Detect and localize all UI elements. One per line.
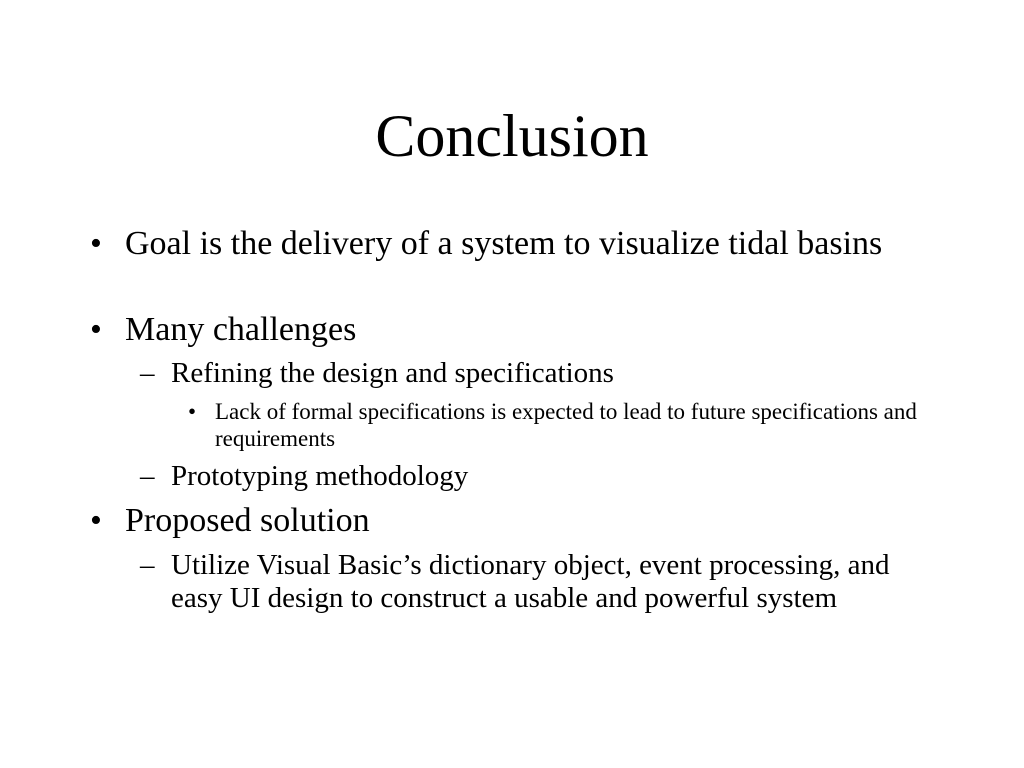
bullet-proposed-solution bbox=[90, 502, 930, 540]
bullet-marker: • bbox=[90, 502, 102, 539]
bullet-marker: • bbox=[90, 311, 102, 348]
sub-sub-bullet-formal-specs bbox=[90, 398, 930, 452]
sub-bullet-utilize-vb bbox=[90, 549, 930, 615]
bullet-text: Many challenges bbox=[125, 311, 357, 348]
bullet-goal bbox=[90, 225, 930, 263]
dash-marker: – bbox=[140, 460, 155, 492]
sub-bullet-prototyping bbox=[90, 460, 930, 493]
bullet-text: Proposed solution bbox=[125, 502, 370, 539]
bullet-text: Prototyping methodology bbox=[171, 460, 469, 492]
bullet-marker: • bbox=[90, 225, 102, 262]
bullet-text: Utilize Visual Basic’s dictionary object, event processing, and easy UI design to construct a usable and powerful system bbox=[171, 549, 890, 614]
bullet-text: Goal is the delivery of a system to visualize tidal basins bbox=[125, 225, 883, 262]
bullet-challenges bbox=[90, 311, 930, 349]
bullet-marker: • bbox=[188, 399, 197, 424]
dash-marker: – bbox=[140, 357, 155, 389]
dash-marker: – bbox=[140, 549, 155, 581]
bullet-text: Lack of formal specifications is expected to lead to future specifications and requirements bbox=[215, 399, 917, 451]
bullet-text: Refining the design and specifications bbox=[171, 357, 614, 389]
sub-bullet-refining bbox=[90, 357, 930, 390]
slide-title: Conclusion bbox=[375, 103, 649, 169]
